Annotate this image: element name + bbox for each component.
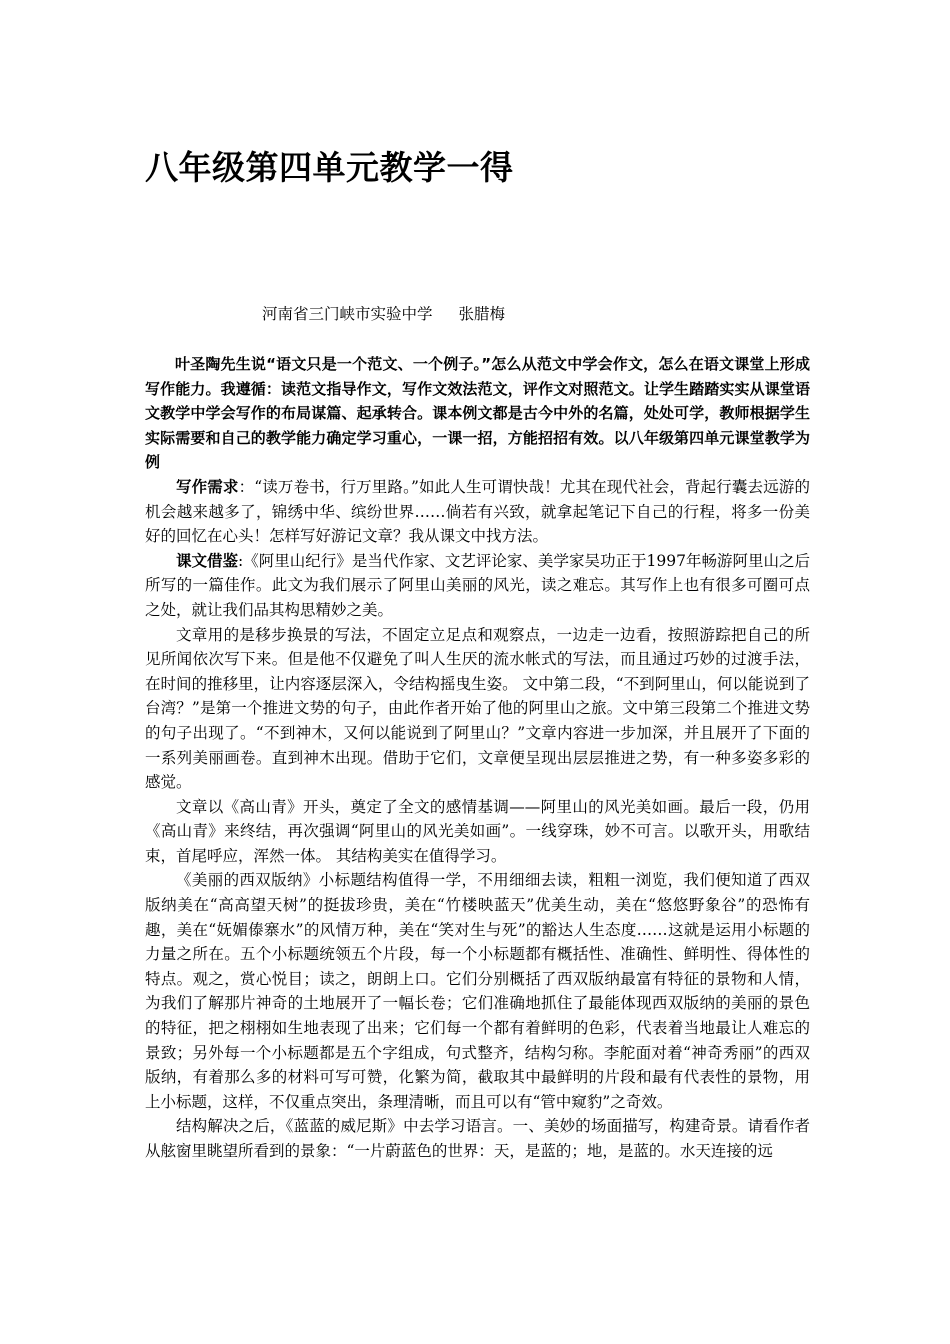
text-reference-text: :《阿里山纪行》是当代作家、文艺评论家、美学家吴功正于1997年畅游阿里山之后所写的一篇佳作。此文为我们展示了阿里山美丽的风光，读之难忘。其写作上也有很多可圈可点之处，就让我们品其构思精妙之美。 bbox=[145, 551, 810, 619]
author-school: 河南省三门峡市实验中学 bbox=[262, 305, 433, 323]
writing-need-paragraph bbox=[145, 475, 810, 549]
body-paragraph: 文章用的是移步换景的写法，不固定立足点和观察点，一边走一边看，按照游踪把自己的所见所闻依次写下来。但是他不仅避免了叫人生厌的流水帐式的写法，而且通过巧妙的过渡手法，在时间的推移里，让内容逐层深入，令结构摇曳生姿。 文中第二段，“不到阿里山，何以能说到了台湾？”是第一个推进文势的句子，由此作者开始了他的阿里山之旅。文中第三段第二个推进文势的句子出现了。“不到神木，又何以能说到了阿里山？”文章内容进一步加深，并且展开了下面的一系列美丽画卷。直到神木出现。借助于它们，文章便呈现出层层推进之势，有一种多姿多彩的感觉。 bbox=[145, 625, 810, 792]
writing-need-label: 写作需求 bbox=[176, 477, 239, 496]
body-paragraph: 《美丽的西双版纳》小标题结构值得一学，不用细细去读，粗粗一浏览，我们便知道了西双版纳美在“高高望天树”的挺拔珍贵，美在“竹楼映蓝天”优美生动，美在“悠悠野象谷”的恐怖有趣，美在“妩媚傣寨水”的风情万种，美在“笑对生与死”的豁达人生态度……这就是运用小标题的力量之所在。五个小标题统领五个片段，每一个小标题都有概括性、准确性、鲜明性、得体性的特点。观之，赏心悦目；读之，朗朗上口。它们分别概括了西双版纳最富有特征的景物和人情，为我们了解那片神奇的土地展开了一幅长卷；它们准确地抓住了最能体现西双版纳的美丽的景色的特征，把之栩栩如生地表现了出来；它们每一个都有着鲜明的色彩，代表着当地最让人难忘的景致；另外每一个小标题都是五个字组成，句式整齐，结构匀称。李舵面对着“神奇秀丽”的西双版纳，有着那么多的材料可写可赞，化繁为简，截取其中最鲜明的片段和最有代表性的景物，用上小标题，这样，不仅重点突出，条理清晰，而且可以有“管中窥豹”之奇效。 bbox=[145, 871, 810, 1111]
author-line bbox=[262, 303, 505, 325]
body-paragraph: 文章以《高山青》开头，奠定了全文的感情基调——阿里山的风光美如画。最后一段，仍用《高山青》来终结，再次强调“阿里山的风光美如画”。一线穿珠，妙不可言。以歌开头，用歌结束，首尾呼应，浑然一体。 其结构美实在值得学习。 bbox=[145, 797, 810, 865]
lead-paragraph: 叶圣陶先生说“语文只是一个范文、一个例子。”怎么从范文中学会作文，怎么在语文课堂上形成写作能力。我遵循：读范文指导作文，写作文效法范文，评作文对照范文。让学生踏踏实实从课堂语文教学中学会写作的布局谋篇、起承转合。课本例文都是古今中外的名篇，处处可学，教师根据学生实际需要和自己的教学能力确定学习重心，一课一招，方能招招有效。以八年级第四单元课堂教学为例 bbox=[145, 355, 810, 472]
document-title: 八年级第四单元教学一得 bbox=[145, 148, 514, 187]
text-reference-paragraph bbox=[145, 549, 810, 623]
text-reference-label: 课文借鉴 bbox=[176, 551, 239, 570]
author-name: 张腊梅 bbox=[458, 305, 506, 323]
body-paragraph: 结构解决之后，《蓝蓝的威尼斯》中去学习语言。一、美妙的场面描写，构建奇景。请看作者从舷窗里眺望所看到的景象：“一片蔚蓝色的世界：天，是蓝的；地，是蓝的。水天连接的远 bbox=[145, 1117, 810, 1160]
writing-need-text: ：“读万卷书，行万里路。”如此人生可谓快哉！尤其在现代社会，背起行囊去远游的机会越来越多了，锦绣中华、缤纷世界……倘若有兴致，就拿起笔记下自己的行程，将多一份美好的回忆在心头！怎样写好游记文章？我从课文中找方法。 bbox=[145, 477, 810, 546]
document-body bbox=[145, 352, 810, 1164]
